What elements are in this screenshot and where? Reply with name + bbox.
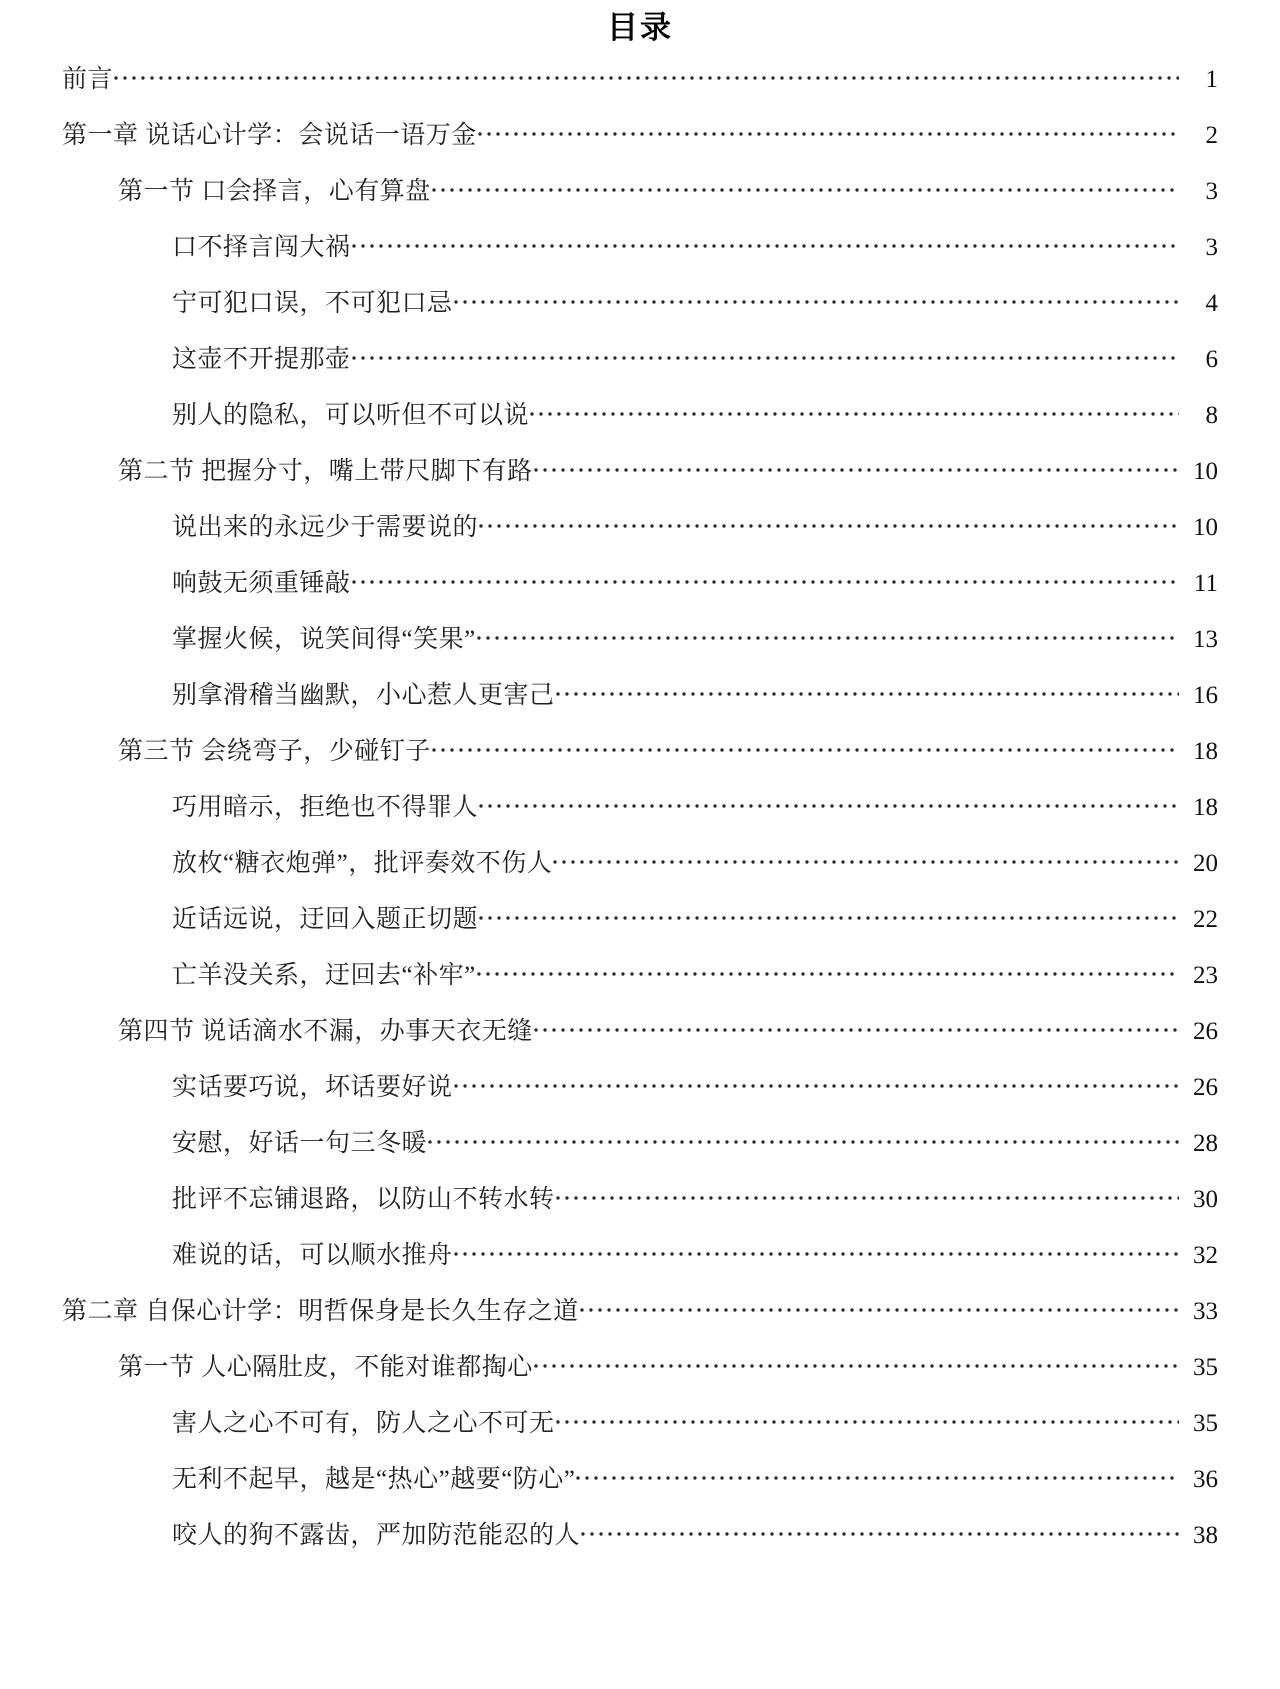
toc-entry-page-number: 22 — [1193, 906, 1218, 933]
toc-leader-dots — [352, 230, 1179, 255]
toc-entry-page-number: 3 — [1205, 234, 1218, 261]
toc-entry[interactable] — [62, 1182, 1218, 1238]
toc-leader-dots — [479, 510, 1179, 535]
toc-leader-dots — [477, 622, 1179, 647]
toc-entry-page-number: 10 — [1193, 514, 1218, 541]
toc-entry-page-number: 35 — [1193, 1354, 1218, 1381]
toc-entry[interactable] — [62, 846, 1218, 902]
toc-entry-page-number: 13 — [1193, 626, 1218, 653]
toc-leader-dots — [553, 846, 1179, 871]
toc-leader-dots — [454, 286, 1179, 311]
toc-entry-label: 掌握火候，说笑间得“笑果” — [172, 626, 476, 653]
toc-entry[interactable] — [62, 286, 1218, 342]
toc-leader-dots — [556, 1406, 1179, 1431]
toc-leader-dots — [114, 62, 1179, 87]
toc-entry-label: 口不择言闯大祸 — [172, 234, 351, 261]
toc-leader-dots — [352, 566, 1179, 591]
toc-entry-label: 无利不起早，越是“热心”越要“防心” — [172, 1466, 576, 1493]
toc-entry-label: 第一节 人心隔肚皮，不能对谁都掏心 — [118, 1354, 533, 1381]
toc-entry[interactable] — [62, 454, 1218, 510]
toc-leader-dots — [580, 1294, 1179, 1319]
toc-entry-label: 别拿滑稽当幽默，小心惹人更害己 — [172, 682, 555, 709]
toc-entry[interactable] — [62, 566, 1218, 622]
toc-leader-dots — [556, 678, 1179, 703]
toc-entry[interactable] — [62, 1518, 1218, 1574]
toc-entry-label: 安慰，好话一句三冬暖 — [172, 1130, 428, 1157]
toc-entry[interactable] — [62, 510, 1218, 566]
toc-entry-page-number: 26 — [1193, 1018, 1218, 1045]
toc-entry-page-number: 36 — [1193, 1466, 1218, 1493]
toc-leader-dots — [428, 1126, 1179, 1151]
toc-entry-page-number: 28 — [1193, 1130, 1218, 1157]
toc-entry-label: 这壶不开提那壶 — [172, 346, 351, 373]
toc-entry-label: 实话要巧说，坏话要好说 — [172, 1074, 453, 1101]
toc-entry[interactable] — [62, 902, 1218, 958]
toc-entry-label: 前言 — [62, 66, 114, 93]
toc-entry-page-number: 10 — [1193, 458, 1218, 485]
toc-entry-label: 近话远说，迂回入题正切题 — [172, 906, 479, 933]
toc-entry[interactable] — [62, 1294, 1218, 1350]
toc-entry-page-number: 33 — [1193, 1298, 1218, 1325]
toc-entry[interactable] — [62, 1014, 1218, 1070]
toc-entry-page-number: 3 — [1205, 178, 1218, 205]
toc-entry-label: 巧用暗示，拒绝也不得罪人 — [172, 794, 479, 821]
toc-entry[interactable] — [62, 230, 1218, 286]
toc-entry-label: 第二节 把握分寸，嘴上带尺脚下有路 — [118, 458, 533, 485]
toc-leader-dots — [534, 1350, 1179, 1375]
toc-leader-dots — [534, 454, 1179, 479]
toc-leader-dots — [432, 734, 1179, 759]
toc-entry[interactable] — [62, 62, 1218, 118]
toc-entry[interactable] — [62, 1350, 1218, 1406]
toc-entry-page-number: 32 — [1193, 1242, 1218, 1269]
toc-entry[interactable] — [62, 118, 1218, 174]
toc-entry-page-number: 16 — [1193, 682, 1218, 709]
toc-leader-dots — [530, 398, 1179, 423]
toc-leader-dots — [556, 1182, 1179, 1207]
toc-leader-dots — [454, 1070, 1179, 1095]
toc-entry[interactable] — [62, 342, 1218, 398]
toc-entry-label: 咬人的狗不露齿，严加防范能忍的人 — [172, 1522, 581, 1549]
toc-entry-label: 第一章 说话心计学：会说话一语万金 — [62, 122, 477, 149]
toc-leader-dots — [576, 1462, 1179, 1487]
toc-entry-page-number: 30 — [1193, 1186, 1218, 1213]
toc-entry[interactable] — [62, 1406, 1218, 1462]
toc-entry[interactable] — [62, 622, 1218, 678]
toc-entry[interactable] — [62, 398, 1218, 454]
toc-entry-label: 放枚“糖衣炮弹”，批评奏效不伤人 — [172, 850, 553, 877]
toc-leader-dots — [479, 790, 1179, 815]
toc-entry-label: 别人的隐私，可以听但不可以说 — [172, 402, 530, 429]
toc-leader-dots — [352, 342, 1179, 367]
toc-entry[interactable] — [62, 1462, 1218, 1518]
toc-leader-dots — [478, 118, 1179, 143]
toc-entry-page-number: 18 — [1193, 794, 1218, 821]
table-of-contents-list — [62, 62, 1218, 1574]
toc-entry[interactable] — [62, 1238, 1218, 1294]
toc-entry-label: 亡羊没关系，迂回去“补牢” — [172, 962, 476, 989]
toc-leader-dots — [534, 1014, 1179, 1039]
toc-entry[interactable] — [62, 734, 1218, 790]
toc-leader-dots — [432, 174, 1179, 199]
toc-leader-dots — [454, 1238, 1179, 1263]
toc-entry-label: 批评不忘铺退路，以防山不转水转 — [172, 1186, 555, 1213]
toc-entry-page-number: 26 — [1193, 1074, 1218, 1101]
toc-entry-label: 第三节 会绕弯子，少碰钉子 — [118, 738, 431, 765]
toc-entry-label: 第四节 说话滴水不漏，办事天衣无缝 — [118, 1018, 533, 1045]
toc-entry[interactable] — [62, 1126, 1218, 1182]
toc-entry-label: 第一节 口会择言，心有算盘 — [118, 178, 431, 205]
toc-entry-page-number: 20 — [1193, 850, 1218, 877]
toc-entry-label: 说出来的永远少于需要说的 — [172, 514, 479, 541]
page-title: 目录 — [607, 10, 673, 45]
toc-entry-page-number: 6 — [1205, 346, 1218, 373]
toc-entry-page-number: 38 — [1193, 1522, 1218, 1549]
toc-entry[interactable] — [62, 678, 1218, 734]
toc-entry[interactable] — [62, 174, 1218, 230]
toc-entry[interactable] — [62, 790, 1218, 846]
toc-entry-label: 难说的话，可以顺水推舟 — [172, 1242, 453, 1269]
toc-entry-page-number: 23 — [1193, 962, 1218, 989]
toc-entry-label: 宁可犯口误，不可犯口忌 — [172, 290, 453, 317]
toc-entry-page-number: 35 — [1193, 1410, 1218, 1437]
toc-entry-page-number: 1 — [1205, 66, 1218, 93]
toc-leader-dots — [581, 1518, 1179, 1543]
toc-entry-page-number: 11 — [1193, 570, 1218, 597]
toc-leader-dots — [477, 958, 1179, 983]
toc-entry[interactable] — [62, 1070, 1218, 1126]
toc-entry[interactable] — [62, 958, 1218, 1014]
toc-entry-page-number: 18 — [1193, 738, 1218, 765]
toc-entry-page-number: 4 — [1205, 290, 1218, 317]
toc-entry-label: 响鼓无须重锤敲 — [172, 570, 351, 597]
toc-leader-dots — [479, 902, 1179, 927]
toc-entry-label: 害人之心不可有，防人之心不可无 — [172, 1410, 555, 1437]
toc-entry-page-number: 8 — [1205, 402, 1218, 429]
toc-entry-label: 第二章 自保心计学：明哲保身是长久生存之道 — [62, 1298, 579, 1325]
toc-entry-page-number: 2 — [1205, 122, 1218, 149]
